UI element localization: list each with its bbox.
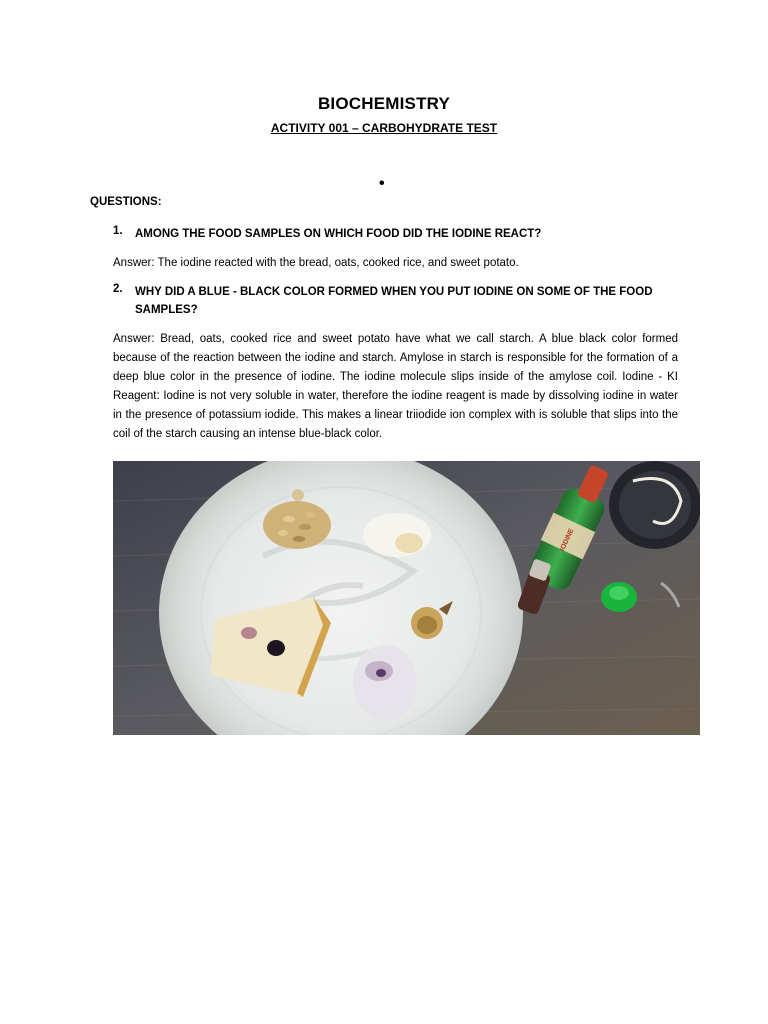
question-text: AMONG THE FOOD SAMPLES ON WHICH FOOD DID THE IODINE REACT? (135, 228, 542, 240)
plate (159, 461, 523, 735)
rice-sample (353, 645, 417, 721)
answer-text: Answer: The iodine reacted with the bread, oats, cooked rice, and sweet potato. (113, 257, 519, 269)
question-text: WHY DID A BLUE - BLACK COLOR FORMED WHEN YOU PUT IODINE ON SOME OF THE FOOD SAMPLES? (135, 286, 653, 316)
question-number: 2. (113, 283, 123, 295)
bullet-point: • (379, 175, 385, 192)
flour-sample (363, 513, 431, 557)
glass-container (609, 461, 700, 549)
document-subtitle: ACTIVITY 001 – CARBOHYDRATE TEST (270, 121, 498, 135)
question-number: 1. (113, 225, 123, 237)
document-title: BIOCHEMISTRY (317, 94, 451, 113)
green-cap (601, 582, 637, 612)
answer-text: Answer: Bread, oats, cooked rice and sweet potato have what we call starch. A blue black color formed because of the reaction between the iodine and starch. Amylose in starch is responsible for the formation of a deep blue color in the presence of iodine. The iodine molecule slips inside of the amylose coil. Iodine - KI Reagent: Iodine is not very soluble in water, therefore the iodine reagent is made by dissolving iodine in water in the presence of potassium iodide. This makes a linear triiodide ion complex with is soluble that slips into the coil of the starch causing an intense blue-black color. (113, 333, 678, 440)
questions-heading: QUESTIONS: (90, 196, 162, 208)
bottle-label: IODINE (559, 527, 576, 553)
photo-illustration (113, 461, 700, 735)
iodine-test-photo (113, 461, 700, 735)
